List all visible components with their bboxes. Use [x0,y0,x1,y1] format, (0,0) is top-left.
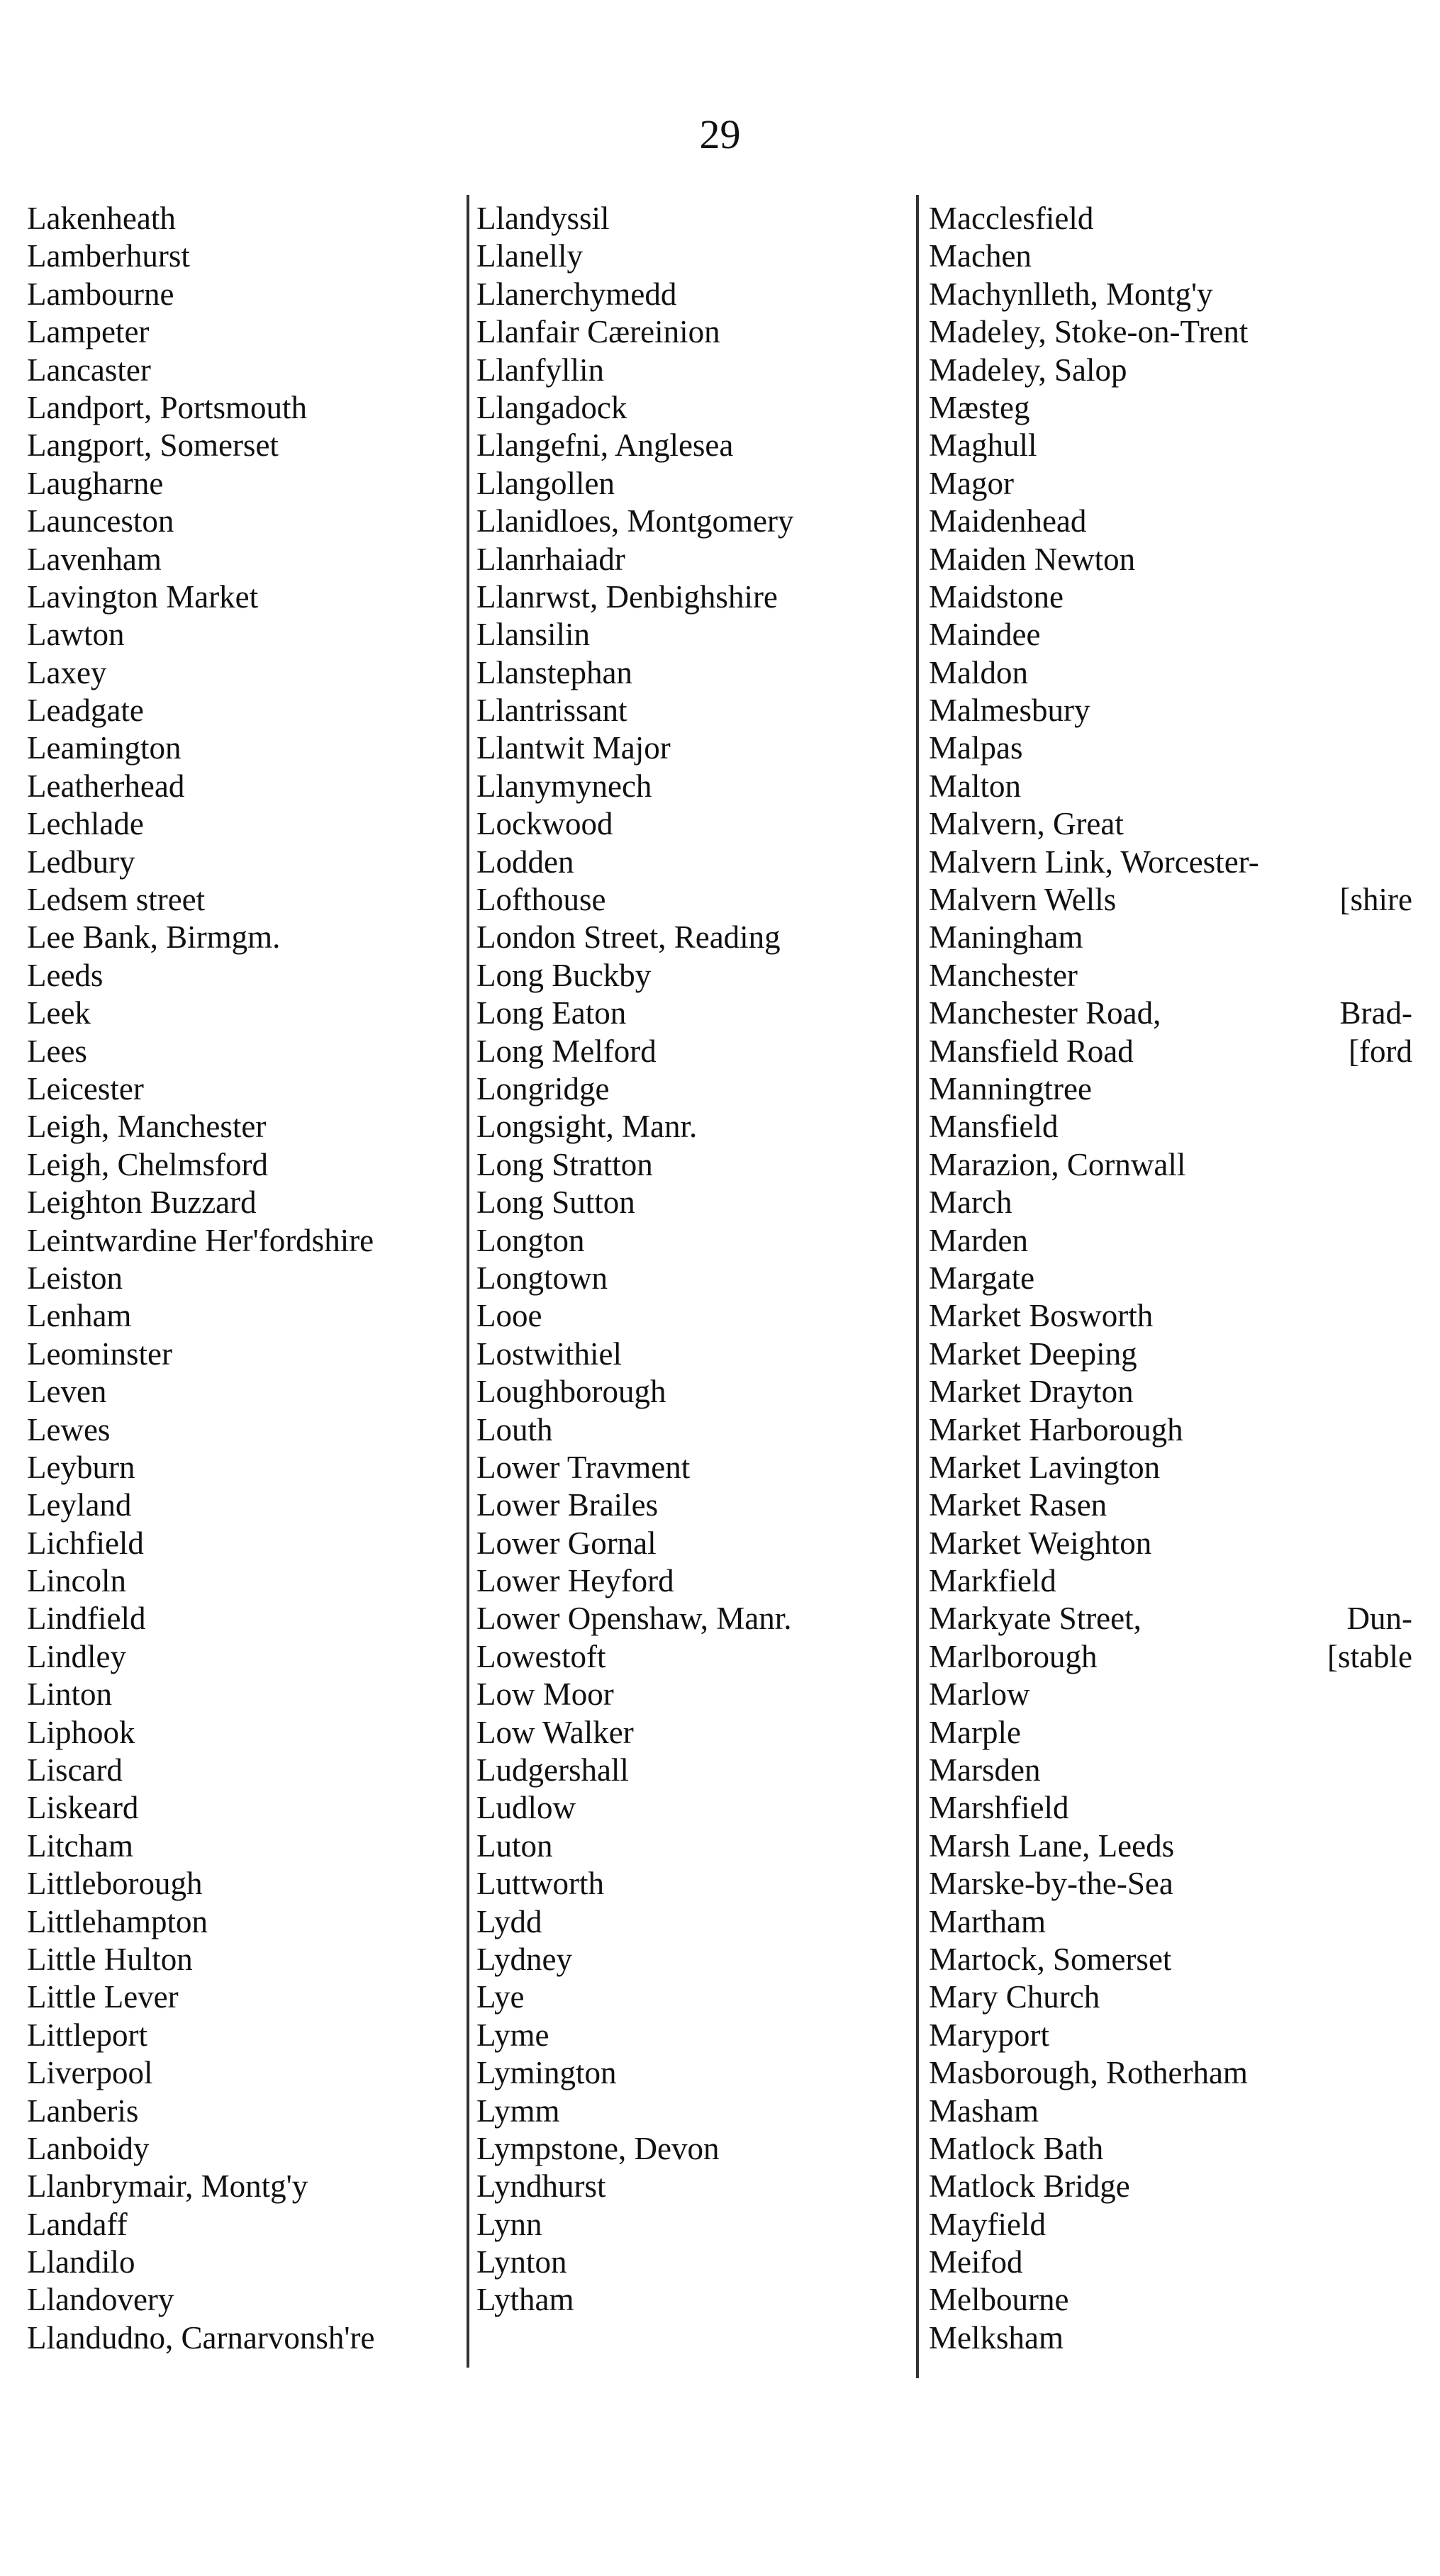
place-entry-text: Malvern, Great [929,806,1124,842]
place-entry-text: Market Bosworth [929,1298,1154,1334]
place-entry: Llanidloes, Montgomery [476,503,794,539]
place-entry [929,1411,1418,1449]
place-entry [929,692,1418,729]
place-entry-text: Mansfield Road [929,1033,1134,1069]
place-entry: Laxey [27,654,107,690]
place-entry [929,1978,1418,2016]
place-entry: Lambourne [27,276,174,312]
place-entry: Little Hulton [27,1941,193,1977]
place-entry: Lowestoft [476,1638,606,1674]
place-entry [929,2168,1418,2205]
place-entry: Looe [476,1298,542,1334]
place-entry: Leatherhead [27,768,185,804]
place-entry [929,1260,1418,1297]
place-entry: Lancaster [27,352,151,388]
place-entry: Lewes [27,1411,111,1447]
place-entry [929,919,1418,956]
place-entry: Leicester [27,1070,144,1107]
place-entry [929,2017,1418,2054]
place-entry [929,1827,1418,1865]
place-entry-text: Marazion, Cornwall [929,1146,1186,1182]
place-entry: Ludlow [476,1790,576,1826]
place-entry: Llanymynech [476,768,652,804]
place-entry: Llanbrymair, Montg'y [27,2168,308,2205]
place-entry: Leadgate [27,693,144,729]
place-entry [929,352,1418,389]
place-entry-text: Manningtree [929,1070,1092,1107]
column-divider-1 [467,195,469,2368]
place-entry-text: Marlow [929,1676,1030,1713]
place-entry-text: Markyate Street, [929,1601,1142,1637]
place-entry [929,2093,1418,2130]
place-entry: Ludgershall [476,1752,629,1788]
place-entry-text: Malvern Link, Worcester- [929,844,1259,880]
place-entry: Llangadock [476,389,627,425]
place-entry: Leigh, Manchester [27,1109,267,1145]
place-entry [929,1070,1418,1108]
place-entry: Llanerchymedd [476,276,677,312]
place-entry-text: Marlborough [929,1638,1098,1674]
place-entry: Leyburn [27,1449,135,1485]
place-entry-text: Marple [929,1714,1021,1750]
place-entry: Lytham [476,2282,574,2318]
place-entry [929,465,1418,503]
place-entry-text: Mayfield [929,2206,1046,2242]
place-entry-text: Maidstone [929,578,1064,615]
place-entry: Leyland [27,1487,132,1523]
place-entry [929,2206,1418,2244]
place-entry-text: Macclesfield [929,201,1094,236]
place-entry-text: Market Deeping [929,1335,1137,1372]
place-entry-text: March [929,1185,1012,1221]
place-entry [929,1297,1418,1335]
place-entry: Lofthouse [476,882,606,918]
place-entry: Lodden [476,844,574,880]
place-entry: Llanfyllin [476,352,604,388]
place-entry-text: Maldon [929,654,1028,690]
place-entry: Llandovery [27,2282,174,2318]
place-entry [929,2130,1418,2168]
place-entry: Luttworth [476,1866,604,1902]
place-entry-text: Marden [929,1222,1028,1258]
place-entry: Llantwit Major [476,730,671,766]
place-entry [929,237,1418,275]
place-entry: Lanberis [27,2093,139,2129]
place-entry: Leamington [27,730,182,766]
place-entry [929,1903,1418,1941]
place-entry [929,1486,1418,1524]
place-entry: Leek [27,995,91,1031]
place-entry: Loughborough [476,1374,666,1410]
place-entry [929,541,1418,578]
place-entry: Lye [476,1979,525,2015]
place-entry: Long Buckby [476,957,652,993]
place-entry: Leominster [27,1335,172,1372]
place-entry: Longridge [476,1070,610,1107]
place-entry-continuation: Dun- [1346,1601,1412,1637]
place-entry [929,276,1418,313]
place-entry [929,1335,1418,1373]
place-entry-text: Malpas [929,730,1023,766]
place-entry: Llanrwst, Denbighshire [476,578,778,615]
place-entry [929,1638,1418,1676]
place-entry: Lavington Market [27,578,259,615]
place-entry: Littleborough [27,1866,203,1902]
place-entry: Lakenheath [27,201,176,236]
place-entry-text: Masham [929,2093,1039,2129]
place-entry-text: Maiden Newton [929,541,1136,577]
place-entry-text: Masborough, Rotherham [929,2055,1248,2091]
place-entry-continuation: [shire [1339,882,1412,918]
column-3 [929,200,1418,2357]
place-entry [929,1676,1418,1713]
place-entry: Leigh, Chelmsford [27,1146,268,1182]
place-entry: Llandilo [27,2244,135,2280]
place-entry [929,1865,1418,1903]
place-entry: Landaff [27,2206,128,2242]
place-entry: Ledbury [27,844,135,880]
place-entry-text: Manchester [929,957,1078,993]
place-entry: Leiston [27,1260,123,1296]
place-entry: Littlehampton [27,1903,208,1939]
place-entry: Lindley [27,1638,126,1674]
place-entry [929,427,1418,464]
place-entry: Liscard [27,1752,123,1788]
place-entry-continuation: Brad- [1339,995,1412,1031]
place-entry: Lynton [476,2244,567,2280]
place-entry: Longton [476,1222,585,1258]
place-entry: Low Walker [476,1714,634,1750]
place-entry: Longsight, Manr. [476,1109,698,1145]
place-entry-text: Machynlleth, Montg'y [929,276,1213,312]
place-entry-text: Marsden [929,1752,1041,1788]
place-entry: Liverpool [27,2055,153,2091]
place-entry: Lostwithiel [476,1335,622,1372]
place-entry-text: Melbourne [929,2282,1069,2318]
place-entry: Laugharne [27,465,164,501]
place-entry [929,1562,1418,1600]
place-entry: Llanrhaiadr [476,541,625,577]
place-entry: Launceston [27,503,174,539]
place-entry-text: Madeley, Salop [929,352,1127,388]
place-entry [929,1108,1418,1146]
place-entry-text: Mary Church [929,1979,1100,2015]
place-entry: Llanfair Cæreinion [476,314,720,350]
place-entry: Long Sutton [476,1185,635,1221]
place-entry: Lower Brailes [476,1487,659,1523]
place-entry [929,729,1418,767]
place-entry [929,616,1418,654]
place-entry: Leighton Buzzard [27,1185,257,1221]
place-entry-text: Meifod [929,2244,1023,2280]
place-entry: Leintwardine Her'fordshire [27,1222,374,1258]
place-entry [929,2244,1418,2281]
place-entry: Llantrissant [476,693,627,729]
place-entry-text: Market Rasen [929,1487,1107,1523]
place-entry: Long Stratton [476,1146,653,1182]
place-entry [929,2319,1418,2357]
place-entry [929,957,1418,995]
place-entry-text: Mæsteg [929,389,1030,425]
place-entry [929,200,1418,237]
place-entry [929,313,1418,351]
place-entry: Little Lever [27,1979,179,2015]
place-entry [929,1600,1418,1637]
place-entry [929,1222,1418,1260]
place-entry-text: Maryport [929,2017,1049,2053]
place-entry: Llandyssil [476,201,610,236]
place-entry: Long Melford [476,1033,657,1069]
place-entry: Lees [27,1033,87,1069]
place-entry [929,1449,1418,1486]
place-entry-text: Maghull [929,427,1037,464]
place-entry: Lavenham [27,541,162,577]
place-entry: Longtown [476,1260,608,1296]
place-entry: Long Eaton [476,995,627,1031]
place-entry: Lower Gornal [476,1525,657,1561]
place-entry: Lee Bank, Birmgm. [27,919,281,956]
place-entry-text: Maningham [929,919,1083,956]
place-entry: Llanstephan [476,654,632,690]
place-entry [929,1752,1418,1789]
place-entry-text: Maindee [929,617,1041,653]
place-entry: Lindfield [27,1601,146,1637]
place-entry [929,578,1418,616]
place-entry: Llansilin [476,617,590,653]
place-entry [929,805,1418,843]
place-entry-text: Market Lavington [929,1449,1161,1485]
place-entry [929,1033,1418,1070]
place-entry-text: Madeley, Stoke-on-Trent [929,314,1249,350]
place-entry: Lyndhurst [476,2168,606,2205]
place-entry: Liskeard [27,1790,139,1826]
place-entry: Liphook [27,1714,135,1750]
place-entry: Lincoln [27,1563,126,1599]
place-entry-text: Mansfield [929,1109,1059,1145]
place-entry-text: Marsh Lane, Leeds [929,1827,1175,1864]
place-entry: Low Moor [476,1676,614,1713]
place-entry: Lenham [27,1298,132,1334]
place-entry [929,654,1418,692]
place-entry-text: Martock, Somerset [929,1941,1172,1977]
place-entry: Lawton [27,617,125,653]
place-entry [929,768,1418,805]
place-entry: Llanelly [476,238,583,274]
place-entry: Lanboidy [27,2130,150,2166]
place-entry-text: Marshfield [929,1790,1069,1826]
place-entry: Linton [27,1676,112,1713]
place-entry-text: Malvern Wells [929,882,1117,918]
place-entry-text: Market Harborough [929,1411,1183,1447]
place-entry-text: Malton [929,768,1021,804]
place-entry-text: Matlock Bridge [929,2168,1130,2205]
place-entry [929,503,1418,540]
place-entry [929,995,1418,1032]
place-entry: Lampeter [27,314,150,350]
place-entry-text: Manchester Road, [929,995,1161,1031]
place-entry-text: Malmesbury [929,693,1090,729]
place-entry-continuation: [stable [1327,1638,1412,1674]
place-entry-text: Margate [929,1260,1035,1296]
column-2 [476,200,915,2319]
place-entry-text: Market Weighton [929,1525,1152,1561]
place-entry: Luton [476,1827,553,1864]
place-entry: Lydney [476,1941,572,1977]
place-entry: Leeds [27,957,104,993]
place-entry: Leven [27,1374,107,1410]
place-entry [929,881,1418,919]
place-entry-text: Magor [929,465,1014,501]
place-entry-text: Markfield [929,1563,1056,1599]
place-entry: Lechlade [27,806,144,842]
place-entry [929,1525,1418,1562]
place-entry-continuation: [ford [1349,1033,1412,1069]
place-entry: Louth [476,1411,553,1447]
place-entry [929,1146,1418,1184]
place-entry: Littleport [27,2017,147,2053]
place-entry: Llandudno, Carnarvonsh're [27,2319,375,2356]
place-entry: Llangefni, Anglesea [476,427,734,464]
place-entry [929,1184,1418,1221]
column-1 [27,200,461,2357]
place-entry-text: Melksham [929,2319,1064,2356]
place-entry: Lydd [476,1903,542,1939]
place-entry: Ledsem street [27,882,206,918]
place-entry: Lyme [476,2017,549,2053]
place-entry [929,844,1418,881]
place-entry: London Street, Reading [476,919,781,956]
page-number: 29 [699,111,741,157]
place-entry [929,2281,1418,2319]
place-entry: Lympstone, Devon [476,2130,720,2166]
place-entry: Langport, Somerset [27,427,279,464]
place-entry [929,1373,1418,1411]
place-entry: Lynn [476,2206,542,2242]
place-entry-text: Matlock Bath [929,2130,1104,2166]
place-entry: Llangollen [476,465,615,501]
column-divider-2 [916,195,919,2378]
place-entry-text: Maidenhead [929,503,1087,539]
place-entry-text: Marske-by-the-Sea [929,1866,1173,1902]
place-entry-text: Market Drayton [929,1374,1134,1410]
place-entry-text: Martham [929,1903,1046,1939]
place-entry: Lymington [476,2055,617,2091]
place-entry-text: Machen [929,238,1032,274]
place-entry: Lower Openshaw, Manr. [476,1601,792,1637]
place-entry [929,389,1418,427]
place-entry: Landport, Portsmouth [27,389,307,425]
place-entry: Lower Heyford [476,1563,674,1599]
place-entry [929,1941,1418,1978]
place-entry [929,1714,1418,1752]
place-entry: Lymm [476,2093,560,2129]
place-entry: Lower Travment [476,1449,691,1485]
place-entry [929,1789,1418,1827]
place-entry: Lichfield [27,1525,144,1561]
place-entry: Lockwood [476,806,613,842]
place-entry: Lamberhurst [27,238,190,274]
place-entry: Litcham [27,1827,133,1864]
place-entry [929,2054,1418,2092]
